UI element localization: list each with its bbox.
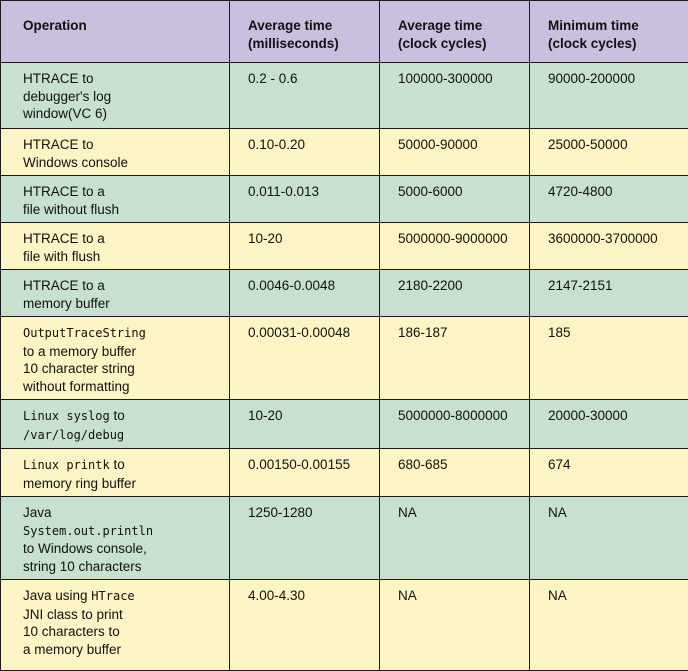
operation-text: JNI class to print	[23, 607, 123, 622]
operation-line	[23, 606, 221, 624]
cell-operation	[1, 176, 230, 223]
operation-text: HTRACE to	[23, 71, 94, 86]
cell-avg-ms: 4.00-4.30	[230, 580, 380, 671]
cell-avg-cycles: 50000-90000	[380, 129, 530, 176]
operation-line	[23, 154, 221, 172]
table-row	[1, 223, 688, 270]
operation-line	[23, 475, 221, 493]
table-row	[1, 63, 688, 129]
cell-avg-cycles: 2180-2200	[380, 270, 530, 317]
operation-line	[23, 136, 221, 154]
cell-min-cycles: 90000-200000	[530, 63, 688, 129]
operation-line	[23, 587, 221, 606]
operation-text: file with flush	[23, 249, 100, 264]
cell-operation	[1, 270, 230, 317]
cell-avg-cycles: NA	[380, 580, 530, 671]
table-row	[1, 176, 688, 223]
cell-operation	[1, 449, 230, 497]
operation-text: to a memory buffer	[23, 344, 136, 359]
operation-line	[23, 540, 221, 558]
operation-line	[23, 378, 221, 396]
operation-text: HTRACE to a	[23, 231, 105, 246]
operation-text: HTRACE to a	[23, 278, 105, 293]
code-text: OutputTraceString	[23, 326, 146, 340]
cell-operation	[1, 63, 230, 129]
operation-text: a memory buffer	[23, 642, 121, 657]
cell-avg-cycles: 100000-300000	[380, 63, 530, 129]
operation-text: memory buffer	[23, 296, 110, 311]
cell-min-cycles: NA	[530, 497, 688, 580]
cell-avg-ms: 0.2 - 0.6	[230, 63, 380, 129]
operation-line	[23, 70, 221, 88]
operation-line	[23, 360, 221, 378]
cell-min-cycles: 4720-4800	[530, 176, 688, 223]
cell-operation	[1, 580, 230, 671]
table-row	[1, 129, 688, 176]
table-row	[1, 400, 688, 449]
header-line: Average time	[398, 17, 521, 35]
operation-text: debugger's log	[23, 89, 111, 104]
cell-avg-ms: 0.0046-0.0048	[230, 270, 380, 317]
operation-text: HTRACE to	[23, 137, 94, 152]
operation-line	[23, 456, 221, 475]
cell-avg-ms: 0.011-0.013	[230, 176, 380, 223]
operation-text: to	[110, 457, 125, 472]
code-text: Linux syslog	[23, 409, 110, 423]
header-line: (clock cycles)	[398, 35, 521, 53]
operation-text: to Windows console,	[23, 541, 147, 556]
header-line: Average time	[248, 17, 371, 35]
cell-operation	[1, 129, 230, 176]
cell-avg-ms: 0.10-0.20	[230, 129, 380, 176]
cell-min-cycles: 25000-50000	[530, 129, 688, 176]
operation-text: Java using	[23, 588, 91, 603]
operation-line	[23, 623, 221, 641]
operation-line	[23, 641, 221, 659]
header-operation	[1, 1, 230, 63]
header-line: Operation	[23, 17, 221, 35]
table-row	[1, 580, 688, 671]
header-row	[1, 1, 688, 63]
cell-avg-ms: 10-20	[230, 400, 380, 449]
header-min-cycles	[530, 1, 688, 63]
operation-line	[23, 343, 221, 361]
header-avg-cycles	[380, 1, 530, 63]
cell-avg-cycles: 5000000-8000000	[380, 400, 530, 449]
operation-text: string 10 characters	[23, 559, 142, 574]
header-avg-ms	[230, 1, 380, 63]
operation-line	[23, 248, 221, 266]
cell-min-cycles: 674	[530, 449, 688, 497]
cell-avg-cycles: 680-685	[380, 449, 530, 497]
cell-min-cycles: 185	[530, 317, 688, 400]
cell-avg-ms: 10-20	[230, 223, 380, 270]
operation-line	[23, 183, 221, 201]
header-line: Minimum time	[548, 17, 680, 35]
code-text: /var/log/debug	[23, 428, 124, 442]
operation-text: Windows console	[23, 155, 128, 170]
operation-text: file without flush	[23, 202, 119, 217]
operation-text: 10 characters to	[23, 624, 120, 639]
operation-line	[23, 558, 221, 576]
operation-line	[23, 522, 221, 541]
operation-line	[23, 201, 221, 219]
operation-text: to	[110, 408, 125, 423]
cell-operation	[1, 497, 230, 580]
table-row	[1, 497, 688, 580]
cell-avg-cycles: NA	[380, 497, 530, 580]
cell-avg-cycles: 5000000-9000000	[380, 223, 530, 270]
header-line: (milliseconds)	[248, 35, 371, 53]
operation-line	[23, 230, 221, 248]
operation-text: without formatting	[23, 379, 130, 394]
table-row	[1, 317, 688, 400]
operation-line	[23, 277, 221, 295]
header-line: (clock cycles)	[548, 35, 680, 53]
operation-line	[23, 295, 221, 313]
cell-min-cycles: 20000-30000	[530, 400, 688, 449]
operation-line	[23, 88, 221, 106]
table-body	[1, 63, 688, 671]
cell-avg-ms: 0.00150-0.00155	[230, 449, 380, 497]
code-text: System.out.println	[23, 524, 153, 538]
operation-line	[23, 426, 221, 445]
code-text: Linux printk	[23, 458, 110, 472]
table-row	[1, 270, 688, 317]
operation-line	[23, 407, 221, 426]
operation-line	[23, 105, 221, 123]
operation-line	[23, 504, 221, 522]
operation-text: HTRACE to a	[23, 184, 105, 199]
cell-avg-cycles: 186-187	[380, 317, 530, 400]
cell-avg-cycles: 5000-6000	[380, 176, 530, 223]
operation-text: window(VC 6)	[23, 106, 107, 121]
cell-operation	[1, 223, 230, 270]
operation-text: memory ring buffer	[23, 476, 136, 491]
cell-min-cycles: NA	[530, 580, 688, 671]
cell-min-cycles: 2147-2151	[530, 270, 688, 317]
cell-operation	[1, 400, 230, 449]
code-text: HTrace	[91, 589, 134, 603]
operation-text: 10 character string	[23, 361, 135, 376]
cell-operation	[1, 317, 230, 400]
operation-text: Java	[23, 505, 52, 520]
cell-min-cycles: 3600000-3700000	[530, 223, 688, 270]
operation-line	[23, 324, 221, 343]
table-row	[1, 449, 688, 497]
cell-avg-ms: 0.00031-0.00048	[230, 317, 380, 400]
cell-avg-ms: 1250-1280	[230, 497, 380, 580]
